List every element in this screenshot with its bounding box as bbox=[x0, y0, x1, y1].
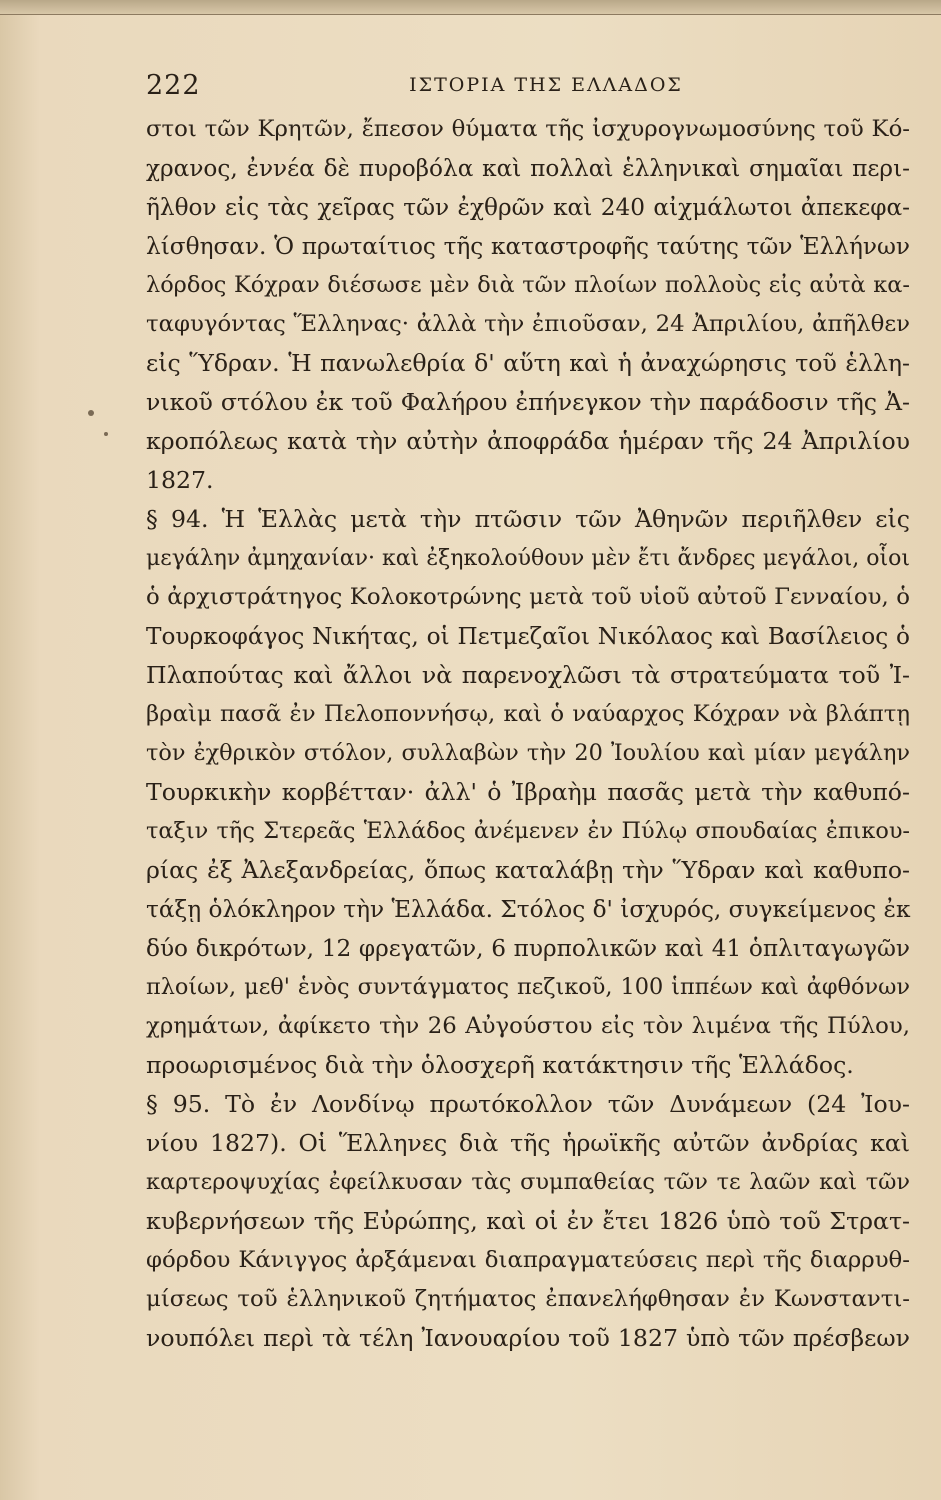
text-line: εἰς Ὕδραν. Ἡ πανωλεθρία δ' αὕτη καὶ ἡ ἀναχώρησις τοῦ ἑλλη- bbox=[146, 349, 910, 377]
running-title: ΙΣΤΟΡΙΑ ΤΗΣ ΕΛΛΑΔΟΣ bbox=[409, 74, 683, 96]
text-line: 1827. bbox=[146, 466, 214, 494]
text-line: ὁ ἀρχιστράτηγος Κολοκοτρώνης μετὰ τοῦ υἱοῦ αὐτοῦ Γενναίου, ὁ bbox=[146, 584, 910, 610]
text-line: τάξῃ ὁλόκληρον τὴν Ἑλλάδα. Στόλος δ' ἰσχυρός, συγκείμενος ἐκ bbox=[146, 896, 911, 923]
text-line: μίσεως τοῦ ἑλληνικοῦ ζητήματος ἐπανελήφθησαν ἐν Κωνσταντι- bbox=[146, 1286, 910, 1312]
section-95-heading-line: § 95. Τὸ ἐν Λονδίνῳ πρωτόκολλον τῶν Δυνάμεων (24 Ἰου- bbox=[146, 1090, 910, 1118]
margin-speck bbox=[88, 410, 94, 416]
section-94-heading-line: § 94. Ἡ Ἑλλὰς μετὰ τὴν πτῶσιν τῶν Ἀθηνῶν περιῆλθεν εἰς bbox=[146, 505, 910, 533]
text-line: νικοῦ στόλου ἐκ τοῦ Φαλήρου ἐπήνεγκον τὴν παράδοσιν τῆς Ἀ- bbox=[146, 388, 910, 416]
page-header bbox=[146, 70, 906, 104]
text-line: νίου 1827). Οἱ Ἕλληνες διὰ τῆς ἡρωϊκῆς αὐτῶν ἀνδρίας καὶ bbox=[146, 1129, 910, 1157]
text-line: λόρδος Κόχραν διέσωσε μὲν διὰ τῶν πλοίων πολλοὺς εἰς αὐτὰ κα- bbox=[146, 272, 910, 298]
text-line: ῆλθον εἰς τὰς χεῖρας τῶν ἐχθρῶν καὶ 240 αἰχμάλωτοι ἀπεκεφα- bbox=[146, 194, 910, 221]
text-line: μεγάλην ἀμηχανίαν· καὶ ἐξηκολούθουν μὲν ἔτι ἄνδρες μεγάλοι, οἷοι bbox=[146, 546, 910, 571]
text-line: βραὶμ πασᾶ ἐν Πελοποννήσῳ, καὶ ὁ ναύαρχος Κόχραν νὰ βλάπτῃ bbox=[146, 701, 910, 727]
body-text bbox=[146, 110, 910, 1358]
text-line: δύο δικρότων, 12 φρεγατῶν, 6 πυρπολικῶν καὶ 41 ὁπλιταγωγῶν bbox=[146, 935, 910, 962]
text-line: καρτεροψυχίας ἐφείλκυσαν τὰς συμπαθείας τῶν τε λαῶν καὶ τῶν bbox=[146, 1169, 910, 1195]
text-line: νουπόλει περὶ τὰ τέλη Ἰανουαρίου τοῦ 1827 ὑπὸ τῶν πρέσβεων bbox=[146, 1324, 910, 1352]
text-line: προωρισμένος διὰ τὴν ὁλοσχερῆ κατάκτησιν τῆς Ἑλλάδος. bbox=[146, 1051, 854, 1079]
page-number: 222 bbox=[146, 70, 201, 101]
text-line: χρημάτων, ἀφίκετο τὴν 26 Αὐγούστου εἰς τὸν λιμένα τῆς Πύλου, bbox=[146, 1013, 910, 1039]
text-line: Πλαπούτας καὶ ἄλλοι νὰ παρενοχλῶσι τὰ στρατεύματα τοῦ Ἰ- bbox=[146, 661, 910, 689]
text-line: λίσθησαν. Ὁ πρωταίτιος τῆς καταστροφῆς ταύτης τῶν Ἑλλήνων bbox=[146, 233, 910, 260]
text-line: ρίας ἐξ Ἀλεξανδρείας, ὅπως καταλάβῃ τὴν Ὕδραν καὶ καθυπο- bbox=[146, 856, 910, 884]
text-line: ταφυγόντας Ἕλληνας· ἀλλὰ τὴν ἐπιοῦσαν, 24 Ἀπριλίου, ἀπῆλθεν bbox=[146, 311, 910, 337]
text-line: Τουρκοφάγος Νικήτας, οἱ Πετμεζαῖοι Νικόλαος καὶ Βασίλειος ὁ bbox=[146, 623, 910, 650]
margin-speck bbox=[104, 432, 108, 436]
text-line: πλοίων, μεθ' ἑνὸς συντάγματος πεζικοῦ, 100 ἱππέων καὶ ἀφθόνων bbox=[146, 974, 910, 1000]
text-line: κροπόλεως κατὰ τὴν αὐτὴν ἀποφράδα ἡμέραν τῆς 24 Ἀπριλίου bbox=[146, 427, 910, 455]
page-top-edge bbox=[0, 0, 941, 15]
text-line: στοι τῶν Κρητῶν, ἔπεσον θύματα τῆς ἰσχυρογνωμοσύνης τοῦ Κό- bbox=[146, 116, 910, 142]
text-line: κυβερνήσεων τῆς Εὐρώπης, καὶ οἱ ἐν ἔτει 1826 ὑπὸ τοῦ Στρατ- bbox=[146, 1207, 910, 1235]
text-line: Τουρκικὴν κορβέτταν· ἀλλ' ὁ Ἰβραὴμ πασᾶς μετὰ τὴν καθυπό- bbox=[146, 778, 910, 806]
text-line: φόρδου Κάνιγγος ἀρξάμεναι διαπραγματεύσεις περὶ τῆς διαρρυθ- bbox=[146, 1247, 910, 1273]
text-line: ταξιν τῆς Στερεᾶς Ἑλλάδος ἀνέμενεν ἐν Πύλῳ σπουδαίας ἐπικου- bbox=[146, 818, 910, 844]
text-line: τὸν ἐχθρικὸν στόλον, συλλαβὼν τὴν 20 Ἰουλίου καὶ μίαν μεγάλην bbox=[146, 740, 910, 766]
text-line: χρανος, ἐννέα δὲ πυροβόλα καὶ πολλαὶ ἑλληνικαὶ σημαῖαι περι- bbox=[146, 155, 910, 182]
